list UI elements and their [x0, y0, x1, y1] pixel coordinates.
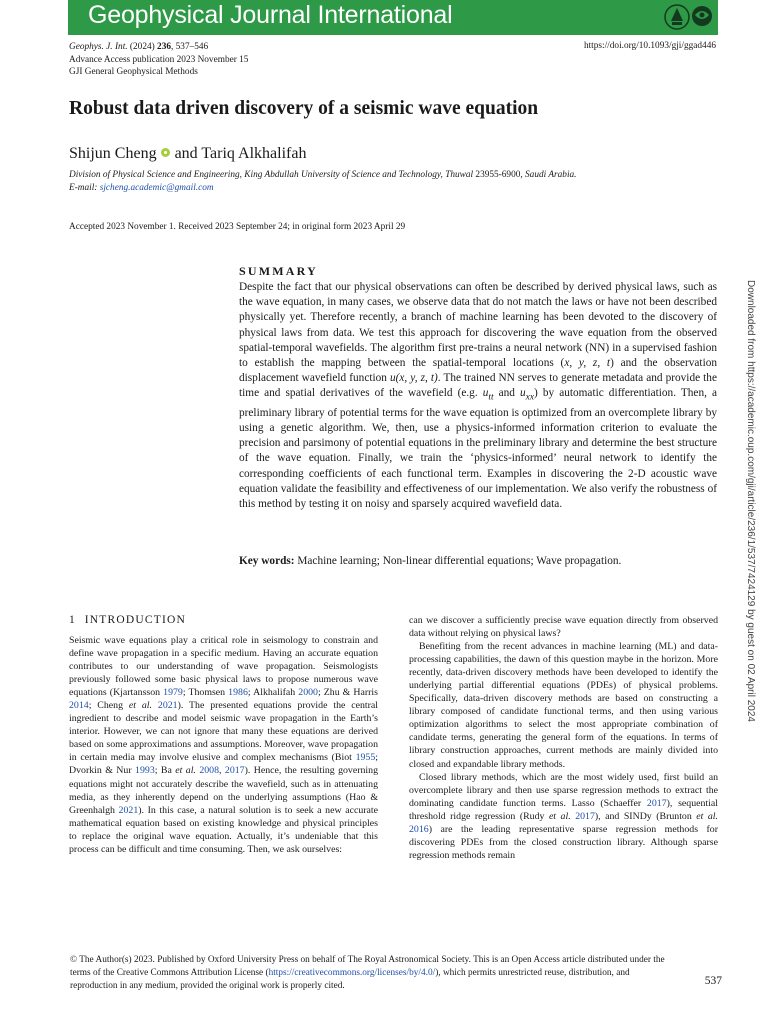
orcid-icon[interactable] [161, 148, 170, 157]
journal-name: Geophysical Journal International [88, 1, 453, 29]
download-notice: Downloaded from https://academic.oup.com/gji/article/236/1/537/7424129 by guest on 02 April 2024 [745, 280, 756, 722]
license-footer: © The Author(s) 2023. Published by Oxford University Press on behalf of The Royal Astronomical Society. This is an Open Access article distributed under the terms of the Creative Commons Attribution License (https://creativecommons.org/licenses/by/4.0/), which permits unrestricted reuse, distribution, and reproduction in any medium, provided the original work is properly cited. [70, 955, 665, 991]
page-number: 537 [704, 975, 722, 987]
key-words: Key words: Machine learning; Non-linear differential equations; Wave propagation. [239, 555, 622, 567]
received-dates: Accepted 2023 November 1. Received 2023 September 24; in original form 2023 April 29 [69, 222, 406, 232]
doi-link[interactable]: https://doi.org/10.1093/gji/ggad446 [583, 41, 716, 51]
license-link[interactable]: https://creativecommons.org/licenses/by/4.0/ [268, 968, 436, 978]
author-2: and Tariq Alkhalifah [174, 145, 307, 162]
ras-crest-icon [665, 5, 689, 29]
author-1: Shijun Cheng [69, 145, 157, 162]
journal-section: GJI General Geophysical Methods [69, 67, 198, 77]
journal-banner [68, 0, 718, 35]
intro-heading: 1 INTRODUCTION [69, 614, 186, 626]
society-logos [664, 2, 714, 32]
affiliation: Division of Physical Science and Engineering, King Abdullah University of Science and Technology, Thuwal 23955-6900, Saudi Arabia. E-mail: sjcheng.academic@gmail.com [69, 170, 577, 193]
dgg-logo-icon [692, 6, 712, 26]
intro-right-column: can we discover a sufficiently precise wave equation directly from observed data without relying on physical laws? Benefiting from the recent advances in machine learning (ML) and data-processing capabilities, the dawn of this question maybe in the horizon. More recently, data-driven discovery methods have been developed to identify the underlying partial differential equations (PDEs) of physical problems. Specifically, data-driven discovery methods are based on constructing a library composed of candidate functional terms, and then using various optimization algorithms to select the most appropriate combination of candidate terms, generating the general form of the equations. In terms of library construction approaches, current methods are mainly divided into closed and expandable library methods. Closed library methods, which are the most widely used, first build an overcomplete library and then use sparse regression methods to extract the dominating candidate function terms. Lasso (Schaeffer 2017), sequential threshold ridge regression (Rudy et al. 2017), and SINDy (Brunton et al. 2016) are the leading representative sparse regression methods for discovering PDEs from the closed construction library. Although sparse regression methods remain [409, 615, 719, 861]
advance-access: Advance Access publication 2023 November 15 [69, 54, 249, 65]
article-title: Robust data driven discovery of a seismic wave equation [69, 98, 539, 119]
email-link[interactable]: sjcheng.academic@gmail.com [99, 182, 214, 193]
summary-text: Despite the fact that our physical observations can often be described by derived physical laws, such as the wave equation, in many cases, we observe data that do not match the laws or have not been described physically yet. Therefore recently, a branch of machine learning has been devoted to the discovery of physical laws from data. We test this approach for discovering the wave equation from the observed spatial-temporal wavefields. The algorithm first pre-trains a neural network (NN) in a supervised fashion to establish the mapping between the spatial-temporal locations (x, y, z, t) and the observation displacement wavefield function u(x, y, z, t). The trained NN serves to generate metadata and provide the time and spatial derivatives of the wavefield (e.g. $u_{tt}$ and $u_{xx}$) by automatic differentiation. Then, a preliminary library of potential terms for the wave equation is optimized from an overcomplete library by using a genetic algorithm. We, then, use a physics-informed information criterion to evaluate the precision and parsimony of potential equations in the preliminary library and determine the best structure of the wave equation. Finally, we train the ‘physics-informed’ neural network to identify the corresponding coefficients of each functional term. Examples in discovering the 2-D acoustic wave equation validate the feasibility and effectiveness of our implementation. We also verify the robustness of this method by testing it on noisy and sparsely acquired wavefield data. [239, 281, 718, 511]
intro-left-column: 1 INTRODUCTION Seismic wave equations play a critical role in seismology to constrain and define wave propagation in a specific medium. Having an accurate equation contributes to our understanding of wave propagation. Seismologists previously followed some basic physical laws to propose numerous wave equations (Kjartansson 1979; Thomsen 1986; Alkhalifah 2000; Zhu & Harris 2014; Cheng et al. 2021). The presented equations provide the central ingredient to describe and model seismic wave propagation in the Earth’s interior. However, we can not ignore that many these equations are derived based on some approximations and assumptions. Moreover, wave propagation in certain media may involve elusive and complex mechanisms (Biot 1955; Dvorkin & Nur 1993; Ba et al. 2008, 2017). Hence, the resulting governing equations might not accurately describe the wavefield, such as in attenuating media, as they inherently depend on the underlying assumptions (Hao & Greenhalgh 2021). In this case, a natural solution is to seek a new accurate mathematical equation based on existing knowledge and physical principles to replace the original wave equation. Actually, it’s undeniable that this process can be difficult and time consuming. Then, we ask ourselves: [69, 614, 379, 855]
citation-block: Geophys. J. Int. (2024) 236, 537–546 Advance Access publication 2023 November 15 GJI General Geophysical Methods [69, 42, 249, 77]
summary-heading: SUMMARY [239, 264, 318, 278]
author-line [69, 145, 306, 163]
